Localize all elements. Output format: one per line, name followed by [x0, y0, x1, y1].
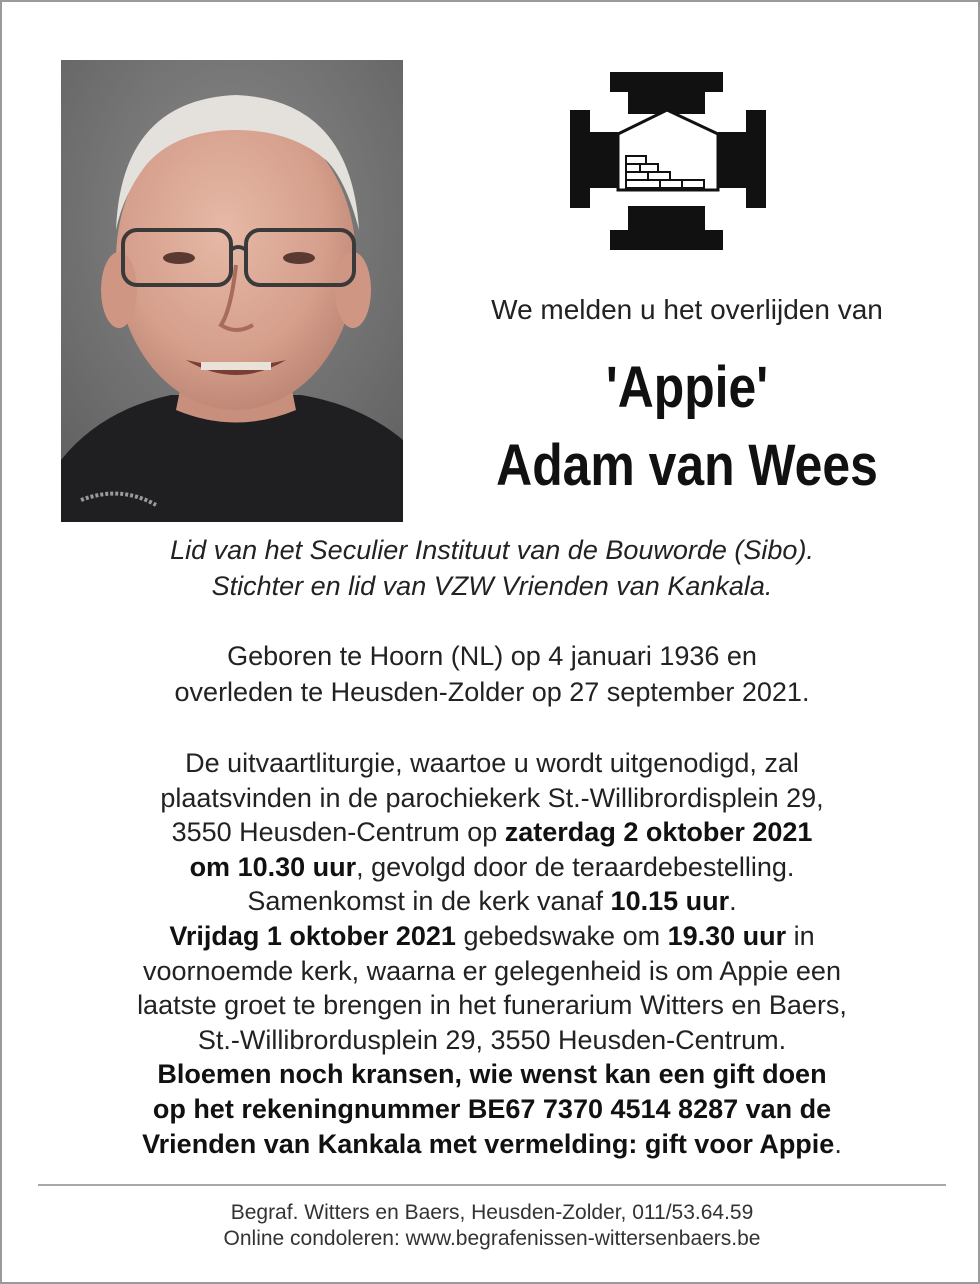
funeral-line: De uitvaartliturgie, waartoe u wordt uitgenodigd, zal: [185, 748, 799, 778]
donation-line: [2, 1127, 980, 1162]
funeral-line: plaatsvinden in de parochiekerk St.-Willibrordisplein 29,: [160, 782, 824, 813]
funeral-line: [2, 919, 980, 954]
deceased-full-name: Adam van Wees: [496, 433, 878, 498]
vigil-text: in: [786, 920, 815, 951]
deceased-nickname: 'Appie': [605, 355, 769, 420]
funeral-line: St.-Willibrordusplein 29, 3550 Heusden-Centrum.: [197, 1024, 787, 1055]
birth-death-info: [2, 638, 980, 710]
vigil-date: Vrijdag 1 oktober 2021: [169, 920, 456, 951]
funeral-text: 3550 Heusden-Centrum op: [171, 817, 505, 848]
funeral-line: laatste groet te brengen in het funerarium Witters en Baers,: [137, 990, 847, 1021]
vigil-text: gebedswake om: [455, 920, 668, 951]
condolence-website[interactable]: Online condoleren: www.begrafenissen-wittersenbaers.be: [223, 1227, 761, 1250]
funeral-line: [2, 815, 980, 850]
birth-line: Geboren te Hoorn (NL) op 4 januari 1936 en: [227, 641, 757, 671]
funeral-home-contact: Begraf. Witters en Baers, Heusden-Zolder, 011/53.64.59: [230, 1201, 754, 1224]
gathering-time: 10.15 uur: [610, 886, 730, 917]
funeral-line: [2, 884, 980, 919]
funeral-text: , gevolgd door de teraardebestelling.: [356, 851, 795, 882]
death-line: overleden te Heusden-Zolder op 27 september 2021.: [174, 677, 810, 707]
funeral-home-footer: [2, 1200, 980, 1252]
portrait-illustration: [61, 60, 403, 522]
funeral-date: zaterdag 2 oktober 2021: [504, 817, 813, 848]
announcement-intro: We melden u het overlijden van: [491, 294, 883, 325]
membership-line: Lid van het Seculier Instituut van de Bouworde (Sibo).: [170, 535, 814, 565]
donation-text: Vrienden van Kankala met vermelding: gift voor Appie: [142, 1128, 835, 1159]
funeral-details: [2, 746, 980, 1161]
punctuation: .: [729, 886, 737, 917]
bouworde-logo: [570, 72, 766, 252]
funeral-line: [2, 850, 980, 885]
membership-line: Stichter en lid van VZW Vrienden van Kankala.: [211, 571, 773, 601]
donation-account: op het rekeningnummer BE67 7370 4514 8287 van de: [152, 1093, 832, 1124]
gathering-text: Samenkomst in de kerk vanaf: [247, 886, 611, 917]
cross-house-logo-icon: [570, 72, 766, 252]
donation-line: [2, 1092, 980, 1127]
funeral-time: om 10.30 uur: [189, 851, 357, 882]
footer-divider: [38, 1184, 946, 1186]
vigil-time: 19.30 uur: [667, 920, 787, 951]
portrait-photo: [61, 60, 403, 522]
funeral-line: voornoemde kerk, waarna er gelegenheid is om Appie een: [143, 955, 841, 986]
donation-text: Bloemen noch kransen, wie wenst kan een gift doen: [157, 1059, 827, 1090]
memberships: [2, 532, 980, 604]
donation-line: [2, 1057, 980, 1092]
punctuation: .: [834, 1128, 842, 1159]
